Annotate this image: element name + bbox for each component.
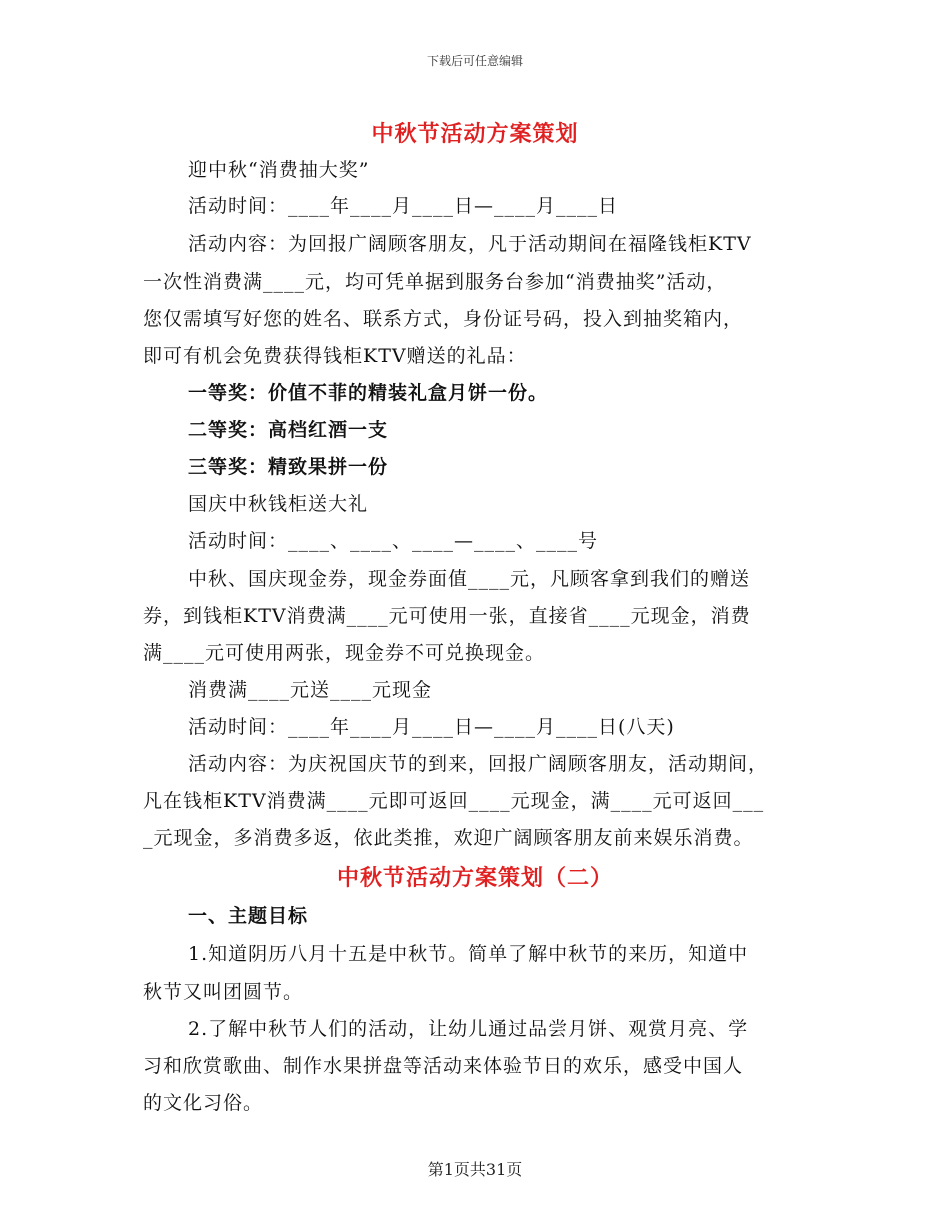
section4-item-line: 秋节又叫团圆节。 — [143, 981, 304, 1003]
section1-content-line: 即可有机会免费获得钱柜KTV赠送的礼品： — [143, 345, 527, 367]
section4-heading: 一、主题目标 — [188, 905, 309, 927]
section1-content-line: 一次性消费满____元，均可凭单据到服务台参加“消费抽奖”活动， — [143, 271, 727, 293]
page-header: 下载后可任意编辑 — [426, 54, 523, 68]
section3-content-line: 凡在钱柜KTV消费满____元即可返回____元现金，满____元可返回___ — [143, 790, 765, 812]
section4-item-line: 习和欣赏歌曲、制作水果拼盘等活动来体验节日的欢乐，感受中国人 — [143, 1055, 744, 1077]
prize-first: 一等奖：价值不菲的精装礼盒月饼一份。 — [188, 382, 549, 404]
section4-item-line: 2.了解中秋节人们的活动，让幼儿通过品尝月饼、观赏月亮、学 — [188, 1018, 749, 1040]
section3-content-line: 活动内容：为庆祝国庆节的到来，回报广阔顾客朋友，活动期间， — [188, 753, 769, 775]
document-title: 中秋节活动方案策划 — [371, 121, 579, 147]
section1-time: 活动时间：____年____月____日—____月____日 — [188, 195, 619, 217]
section3-subtitle: 消费满____元送____元现金 — [188, 679, 433, 701]
section2-content-line: 中秋、国庆现金券，现金券面值____元，凡顾客拿到我们的赠送 — [188, 568, 751, 590]
page-footer: 第1页共31页 — [427, 1160, 523, 1179]
section1-content-line: 活动内容：为回报广阔顾客朋友，凡于活动期间在福隆钱柜KTV — [188, 233, 752, 255]
section1-subtitle: 迎中秋“消费抽大奖” — [188, 159, 370, 181]
section3-content-line: _元现金，多消费多返，依此类推，欢迎广阔顾客朋友前来娱乐消费。 — [143, 827, 754, 849]
document-title-part-two: 中秋节活动方案策划（二） — [336, 865, 613, 891]
section2-content-line: 满____元可使用两张，现金券不可兑换现金。 — [143, 642, 546, 664]
section2-subtitle: 国庆中秋钱柜送大礼 — [188, 493, 369, 515]
section4-item-line: 1.知道阴历八月十五是中秋节。简单了解中秋节的来历，知道中 — [188, 943, 749, 965]
prize-second: 二等奖：高档红酒一支 — [188, 419, 389, 441]
section3-time: 活动时间：____年____月____日—____月____日(八天) — [188, 716, 675, 738]
section4-item-line: 的文化习俗。 — [143, 1092, 264, 1114]
prize-third: 三等奖：精致果拼一份 — [188, 456, 389, 478]
section2-time: 活动时间：____、____、____—____、____号 — [188, 530, 599, 552]
section2-content-line: 券，到钱柜KTV消费满____元可使用一张，直接省____元现金，消费 — [143, 605, 751, 627]
section1-content-line: 您仅需填写好您的姓名、联系方式，身份证号码，投入到抽奖箱内， — [143, 308, 744, 330]
